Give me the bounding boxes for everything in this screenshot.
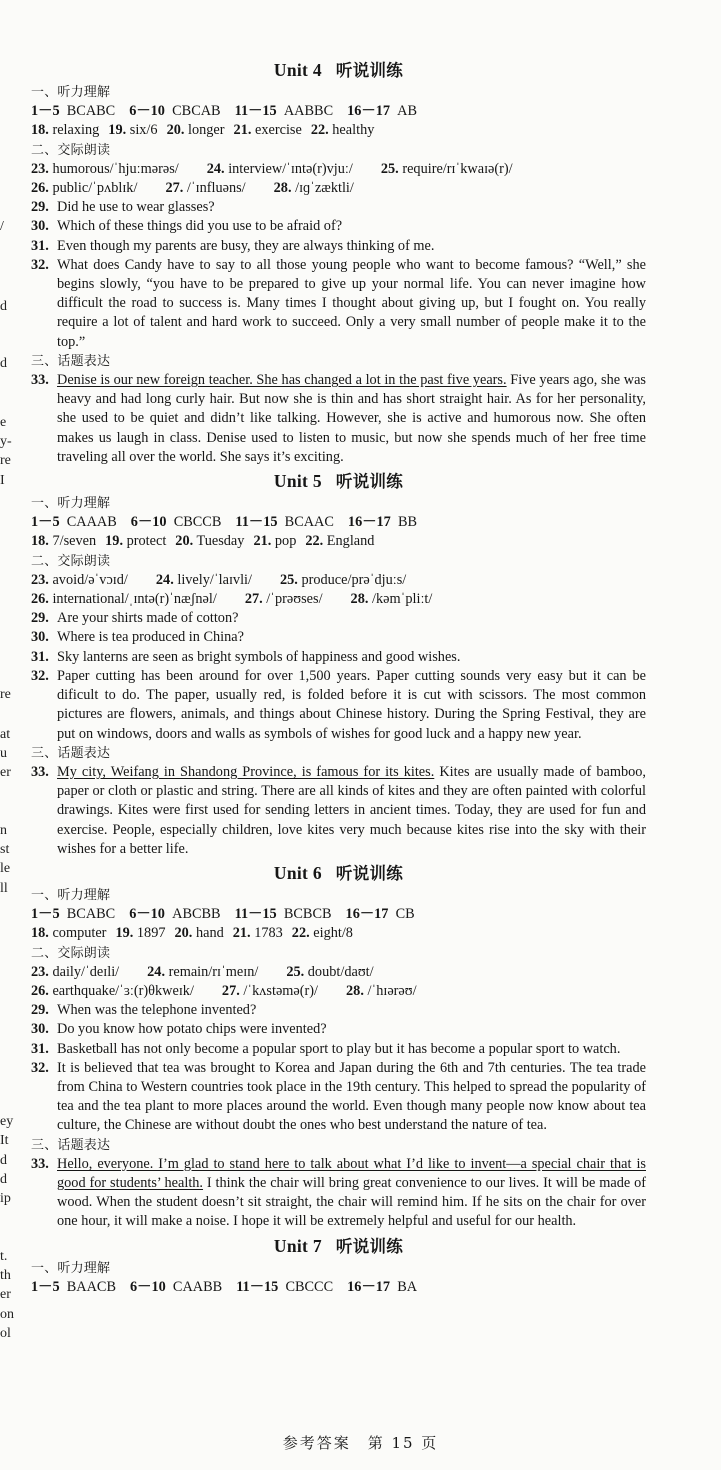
section-heading-listening: 一、听力理解 xyxy=(31,1260,111,1276)
unit-title-zh: 听说训练 xyxy=(335,472,404,492)
item-text: Which of these things did you use to be afraid of? xyxy=(57,218,343,235)
listening-answers xyxy=(31,905,646,924)
topic-text xyxy=(57,1155,646,1232)
section-heading-reading: 二、交际朗读 xyxy=(31,553,111,569)
answer-range: 1－5 xyxy=(31,514,60,531)
item-text: Basketball has not only become a popular sport to play but it has become a popular sport to watch. xyxy=(57,1040,621,1057)
section-heading-topic: 三、话题表达 xyxy=(31,353,111,369)
item-number: 32. xyxy=(31,1059,49,1076)
gutter-fragment: on xyxy=(0,1307,14,1322)
unit-section xyxy=(31,58,646,467)
item-number: 29. xyxy=(31,1002,49,1019)
reading-item xyxy=(31,1001,646,1020)
gutter-fragment: d xyxy=(0,1153,7,1168)
reading-item xyxy=(31,1020,646,1039)
reading-item xyxy=(31,667,646,744)
item-number: 18. xyxy=(31,925,49,942)
item-number: 19. xyxy=(115,925,134,942)
unit-title xyxy=(31,1234,646,1259)
gutter-fragment: e xyxy=(0,415,7,430)
item-answer: 1897 xyxy=(136,925,166,942)
answer-range: 6－10 xyxy=(129,906,165,923)
item-text: What does Candy have to say to all those young people who want to become famous? “Well,” she begins slowly, “you have to be prepared to give up your normal life. You can never imagine how difficult the road to success is. Many times I thought about giving up, but I fought on. You really require a lot of talent and hard work to succeed. Only a very small number of people make it to the top.” xyxy=(57,256,646,350)
reading-item xyxy=(31,217,646,236)
gutter-fragment: th xyxy=(0,1268,11,1283)
item-answer: eight/8 xyxy=(313,925,353,942)
item-answer: doubt/daʊt/ xyxy=(307,963,374,980)
gutter-fragment: at xyxy=(0,727,11,742)
gutter-fragment: d xyxy=(0,1172,7,1187)
gutter-fragment: t. xyxy=(0,1249,8,1264)
item-answer: international/ˌɪntə(r)ˈnæʃnəl/ xyxy=(52,591,217,608)
gutter-fragment: d xyxy=(0,356,7,371)
item-text: Are your shirts made of cotton? xyxy=(57,610,239,627)
item-number: 22. xyxy=(291,925,310,942)
item-number: 23. xyxy=(31,963,49,980)
unit-title xyxy=(31,58,646,83)
unit-title-en: Unit 6 xyxy=(273,862,322,883)
item-answer: /ˈɪnfluəns/ xyxy=(186,180,246,197)
gutter-fragment: d xyxy=(0,299,7,314)
topic-body: Five years ago, she was heavy and had long curly hair. But now she is thin and has short straight hair. As for her personality, she used to be quiet and didn’t like talking. However, she is active and humorous now. She often makes us laugh in class. Denise used to listen to music, but now she spends much of her free time traveling all over the world. She says it’s exciting. xyxy=(57,372,646,465)
answer-value: ABCBB xyxy=(172,906,221,923)
item-number: 26. xyxy=(31,982,49,999)
item-answer: /ˈprəʊses/ xyxy=(266,591,323,608)
item-number: 29. xyxy=(31,610,49,627)
gutter-fragment: I xyxy=(0,473,5,488)
answer-range: 6－10 xyxy=(129,103,165,120)
item-number: 22. xyxy=(305,533,324,550)
item-number: 31. xyxy=(31,237,49,254)
answer-range: 1－5 xyxy=(31,906,60,923)
answer-range: 6－10 xyxy=(130,514,167,531)
gutter-fragment: er xyxy=(0,765,11,780)
item-answer: daily/ˈdeɪli/ xyxy=(52,963,120,980)
unit-section xyxy=(31,861,646,1232)
topic-sentence-underlined: Hello, everyone. I’m glad to stand here to talk about what I’d like to invent—a special chair that is good for students’ health. xyxy=(57,1155,646,1191)
reading-item xyxy=(31,609,646,628)
fill-in-answers xyxy=(31,924,646,943)
item-answer: produce/prəˈdjuːs/ xyxy=(301,571,407,588)
section-heading-reading: 二、交际朗读 xyxy=(31,142,111,158)
listening-answers xyxy=(31,102,646,121)
item-answer: protect xyxy=(126,533,167,550)
item-number: 24. xyxy=(155,571,174,588)
section-heading-topic: 三、话题表达 xyxy=(31,1137,111,1153)
item-text: Do you know how potato chips were invented? xyxy=(57,1021,327,1038)
item-number: 18. xyxy=(31,122,49,139)
answer-value: BCABC xyxy=(66,103,116,120)
item-number: 26. xyxy=(31,591,49,608)
answer-value: CBCAB xyxy=(172,103,221,120)
item-answer: pop xyxy=(274,533,297,550)
answer-value: CBCCB xyxy=(173,514,222,531)
item-number: 18. xyxy=(31,533,49,550)
item-answer: healthy xyxy=(332,122,375,139)
answer-value: CB xyxy=(395,906,415,923)
item-answer: /ɪɡˈzæktli/ xyxy=(295,180,354,197)
answer-value: CBCCC xyxy=(285,1278,334,1295)
gutter-fragment: st xyxy=(0,842,10,857)
fill-in-answers xyxy=(31,532,646,551)
item-number: 21. xyxy=(232,925,251,942)
listening-answers xyxy=(31,513,646,532)
unit-title-zh: 听说训练 xyxy=(335,863,404,883)
answer-value: CAABB xyxy=(172,1278,223,1295)
item-answer: /kəmˈpliːt/ xyxy=(372,591,433,608)
item-answer: humorous/ˈhjuːmərəs/ xyxy=(52,160,179,177)
unit-title xyxy=(31,469,646,494)
answer-range: 11－15 xyxy=(234,906,277,923)
reading-item xyxy=(31,628,646,647)
item-number: 33. xyxy=(31,763,49,780)
topic-text xyxy=(57,763,646,859)
phonetic-row xyxy=(31,160,646,179)
unit-title-en: Unit 5 xyxy=(273,471,322,492)
unit-section xyxy=(31,1234,646,1297)
item-answer: earthquake/ˈɜː(r)θkweɪk/ xyxy=(52,982,194,999)
item-text: Did he use to wear glasses? xyxy=(57,199,215,216)
phonetic-row xyxy=(31,590,646,609)
item-number: 31. xyxy=(31,1040,49,1057)
item-answer: avoid/əˈvɔɪd/ xyxy=(52,571,128,588)
item-number: 24. xyxy=(147,963,166,980)
item-answer: 7/seven xyxy=(52,533,97,550)
unit-title xyxy=(31,861,646,886)
item-number: 33. xyxy=(31,372,49,389)
reading-item xyxy=(31,1040,646,1059)
gutter-fragment: It xyxy=(0,1133,9,1148)
item-number: 26. xyxy=(31,180,49,197)
item-number: 28. xyxy=(346,982,364,999)
topic-expression xyxy=(31,1155,646,1232)
gutter-fragment: ol xyxy=(0,1326,11,1341)
answer-value: BCBCB xyxy=(283,906,332,923)
topic-body: I think the chair will bring great convenience to our lives. It will be made of wood. When the student doesn’t sit straight, the chair will remind him. If he sits on the chair for over one hour, it will make a noise. I hope it will be extremely helpful and useful for our health. xyxy=(57,1174,646,1230)
gutter-fragment: ey xyxy=(0,1114,14,1129)
phonetic-row xyxy=(31,571,646,590)
fill-in-answers xyxy=(31,121,646,140)
item-answer: Tuesday xyxy=(196,533,245,550)
item-number: 27. xyxy=(221,982,240,999)
item-answer: lively/ˈlaɪvli/ xyxy=(177,571,252,588)
answer-range: 1－5 xyxy=(31,1278,60,1295)
unit-title-zh: 听说训练 xyxy=(335,1236,404,1256)
item-number: 20. xyxy=(166,122,185,139)
item-number: 31. xyxy=(31,648,49,665)
item-answer: exercise xyxy=(255,122,302,139)
unit-title-en: Unit 7 xyxy=(273,1235,322,1256)
reading-item xyxy=(31,237,646,256)
item-answer: /ˈkʌstəmə(r)/ xyxy=(243,982,319,999)
answer-value: AB xyxy=(397,103,418,120)
item-number: 28. xyxy=(273,180,292,197)
item-number: 30. xyxy=(31,1021,49,1038)
answer-value: BB xyxy=(397,514,418,531)
phonetic-row xyxy=(31,982,646,1001)
item-number: 25. xyxy=(280,571,298,588)
answer-range: 16－17 xyxy=(347,103,391,120)
item-number: 32. xyxy=(31,667,49,684)
topic-sentence-underlined: My city, Weifang in Shandong Province, is famous for its kites. xyxy=(57,763,435,780)
item-number: 32. xyxy=(31,256,49,273)
answer-value: BA xyxy=(397,1278,418,1295)
answer-value: BCABC xyxy=(66,906,116,923)
item-answer: computer xyxy=(52,925,107,942)
answer-range: 6－10 xyxy=(130,1278,166,1295)
item-number: 24. xyxy=(206,160,225,177)
gutter-fragment: / xyxy=(0,219,4,234)
item-answer: 1783 xyxy=(254,925,283,942)
item-answer: remain/rɪˈmeɪn/ xyxy=(168,963,259,980)
item-answer: require/rɪˈkwaɪə(r)/ xyxy=(402,160,513,177)
item-answer: longer xyxy=(188,122,225,139)
item-number: 21. xyxy=(233,122,252,139)
answer-range: 16－17 xyxy=(345,906,389,923)
topic-text xyxy=(57,371,646,467)
listening-answers xyxy=(31,1278,646,1297)
answer-range: 16－17 xyxy=(347,1278,391,1295)
gutter-fragment: re xyxy=(0,453,11,468)
unit-title-en: Unit 4 xyxy=(273,60,322,80)
item-answer: hand xyxy=(195,925,224,942)
item-number: 29. xyxy=(31,199,49,216)
item-number: 28. xyxy=(350,591,369,608)
section-heading-listening: 一、听力理解 xyxy=(31,887,111,903)
item-number: 33. xyxy=(31,1155,49,1172)
reading-item xyxy=(31,1059,646,1136)
item-answer: /ˈhɪərəʊ/ xyxy=(367,982,417,999)
item-answer: relaxing xyxy=(52,122,100,139)
item-number: 20. xyxy=(175,533,194,550)
answer-value: CAAAB xyxy=(66,514,117,531)
gutter-fragment: le xyxy=(0,861,11,876)
answer-value: BCAAC xyxy=(284,514,334,531)
item-number: 21. xyxy=(253,533,272,550)
item-number: 27. xyxy=(165,180,184,197)
gutter-fragment: ll xyxy=(0,881,8,896)
page-footer: 参考答案 第 15 页 xyxy=(282,1434,439,1452)
item-answer: interview/ˈɪntə(r)vjuː/ xyxy=(228,160,353,177)
answer-range: 11－15 xyxy=(234,103,277,120)
gutter-fragment: y- xyxy=(0,434,12,449)
item-number: 19. xyxy=(108,122,127,139)
item-number: 30. xyxy=(31,218,49,235)
topic-expression xyxy=(31,371,646,467)
item-number: 23. xyxy=(31,160,49,177)
section-heading-listening: 一、听力理解 xyxy=(31,496,111,512)
item-text: Even though my parents are busy, they are always thinking of me. xyxy=(57,237,435,254)
topic-expression xyxy=(31,763,646,859)
item-number: 20. xyxy=(174,925,193,942)
item-number: 30. xyxy=(31,629,49,646)
item-answer: six/6 xyxy=(129,122,158,139)
answer-value: BAACB xyxy=(66,1278,117,1295)
gutter-fragment: ip xyxy=(0,1191,11,1206)
item-answer: England xyxy=(326,533,375,550)
gutter-fragment: er xyxy=(0,1287,11,1302)
item-text: When was the telephone invented? xyxy=(57,1002,257,1019)
gutter-fragment: n xyxy=(0,823,7,838)
item-text: Paper cutting has been around for over 1,500 years. Paper cutting sounds very easy but it can be dificult to do. The paper, usually red, is folded before it is cut with scissors. The most common pictures are flowers, animals, and things about Chinese history. During the Spring Festival, they are put on windows, doors and walls as symbols of wishes for good luck and a happy new year. xyxy=(57,667,646,742)
item-number: 23. xyxy=(31,571,49,588)
reading-item xyxy=(31,648,646,667)
gutter-fragment: re xyxy=(0,687,11,702)
topic-body: Kites are usually made of bamboo, paper or cloth or plastic and string. There are all kinds of kites and they are often painted with colorful drawings. Kites were first used for sending letters in ancient times. Today, they are used for fun and exercise. People, especially children, love kites very much because kites rise into the sky with their wishes for a better life. xyxy=(57,763,646,857)
phonetic-row xyxy=(31,963,646,982)
unit-section xyxy=(31,469,646,859)
item-number: 25. xyxy=(286,963,305,980)
topic-sentence-underlined: Denise is our new foreign teacher. She has changed a lot in the past five years. xyxy=(57,372,507,389)
reading-item xyxy=(31,198,646,217)
section-heading-listening: 一、听力理解 xyxy=(31,85,111,100)
gutter-fragment: u xyxy=(0,746,7,761)
answer-range: 1－5 xyxy=(31,103,60,120)
answer-value: AABBC xyxy=(283,103,334,120)
item-number: 27. xyxy=(244,591,263,608)
item-number: 19. xyxy=(105,533,124,550)
reading-item xyxy=(31,256,646,352)
section-heading-reading: 二、交际朗读 xyxy=(31,945,111,961)
page-content xyxy=(31,56,646,1297)
item-text: Sky lanterns are seen as bright symbols of happiness and good wishes. xyxy=(57,648,461,665)
section-heading-topic: 三、话题表达 xyxy=(31,745,111,761)
item-number: 22. xyxy=(310,122,329,139)
item-text: Where is tea produced in China? xyxy=(57,629,244,646)
phonetic-row xyxy=(31,179,646,198)
answer-range: 11－15 xyxy=(236,1278,279,1295)
item-number: 25. xyxy=(380,160,399,177)
answer-range: 11－15 xyxy=(235,514,278,531)
answer-range: 16－17 xyxy=(347,514,391,531)
item-answer: public/ˈpʌblɪk/ xyxy=(52,180,138,197)
item-text: It is believed that tea was brought to Korea and Japan during the 6th and 7th centuries. The tea trade from China to Western countries took place in the 19th century. This helped to spread the popularity of tea and the tea plant to more places around the world. Even though many people now know about tea culture, the Chinese are without doubt the ones who best understand the nature of tea. xyxy=(57,1059,646,1134)
unit-title-zh: 听说训练 xyxy=(335,61,404,80)
